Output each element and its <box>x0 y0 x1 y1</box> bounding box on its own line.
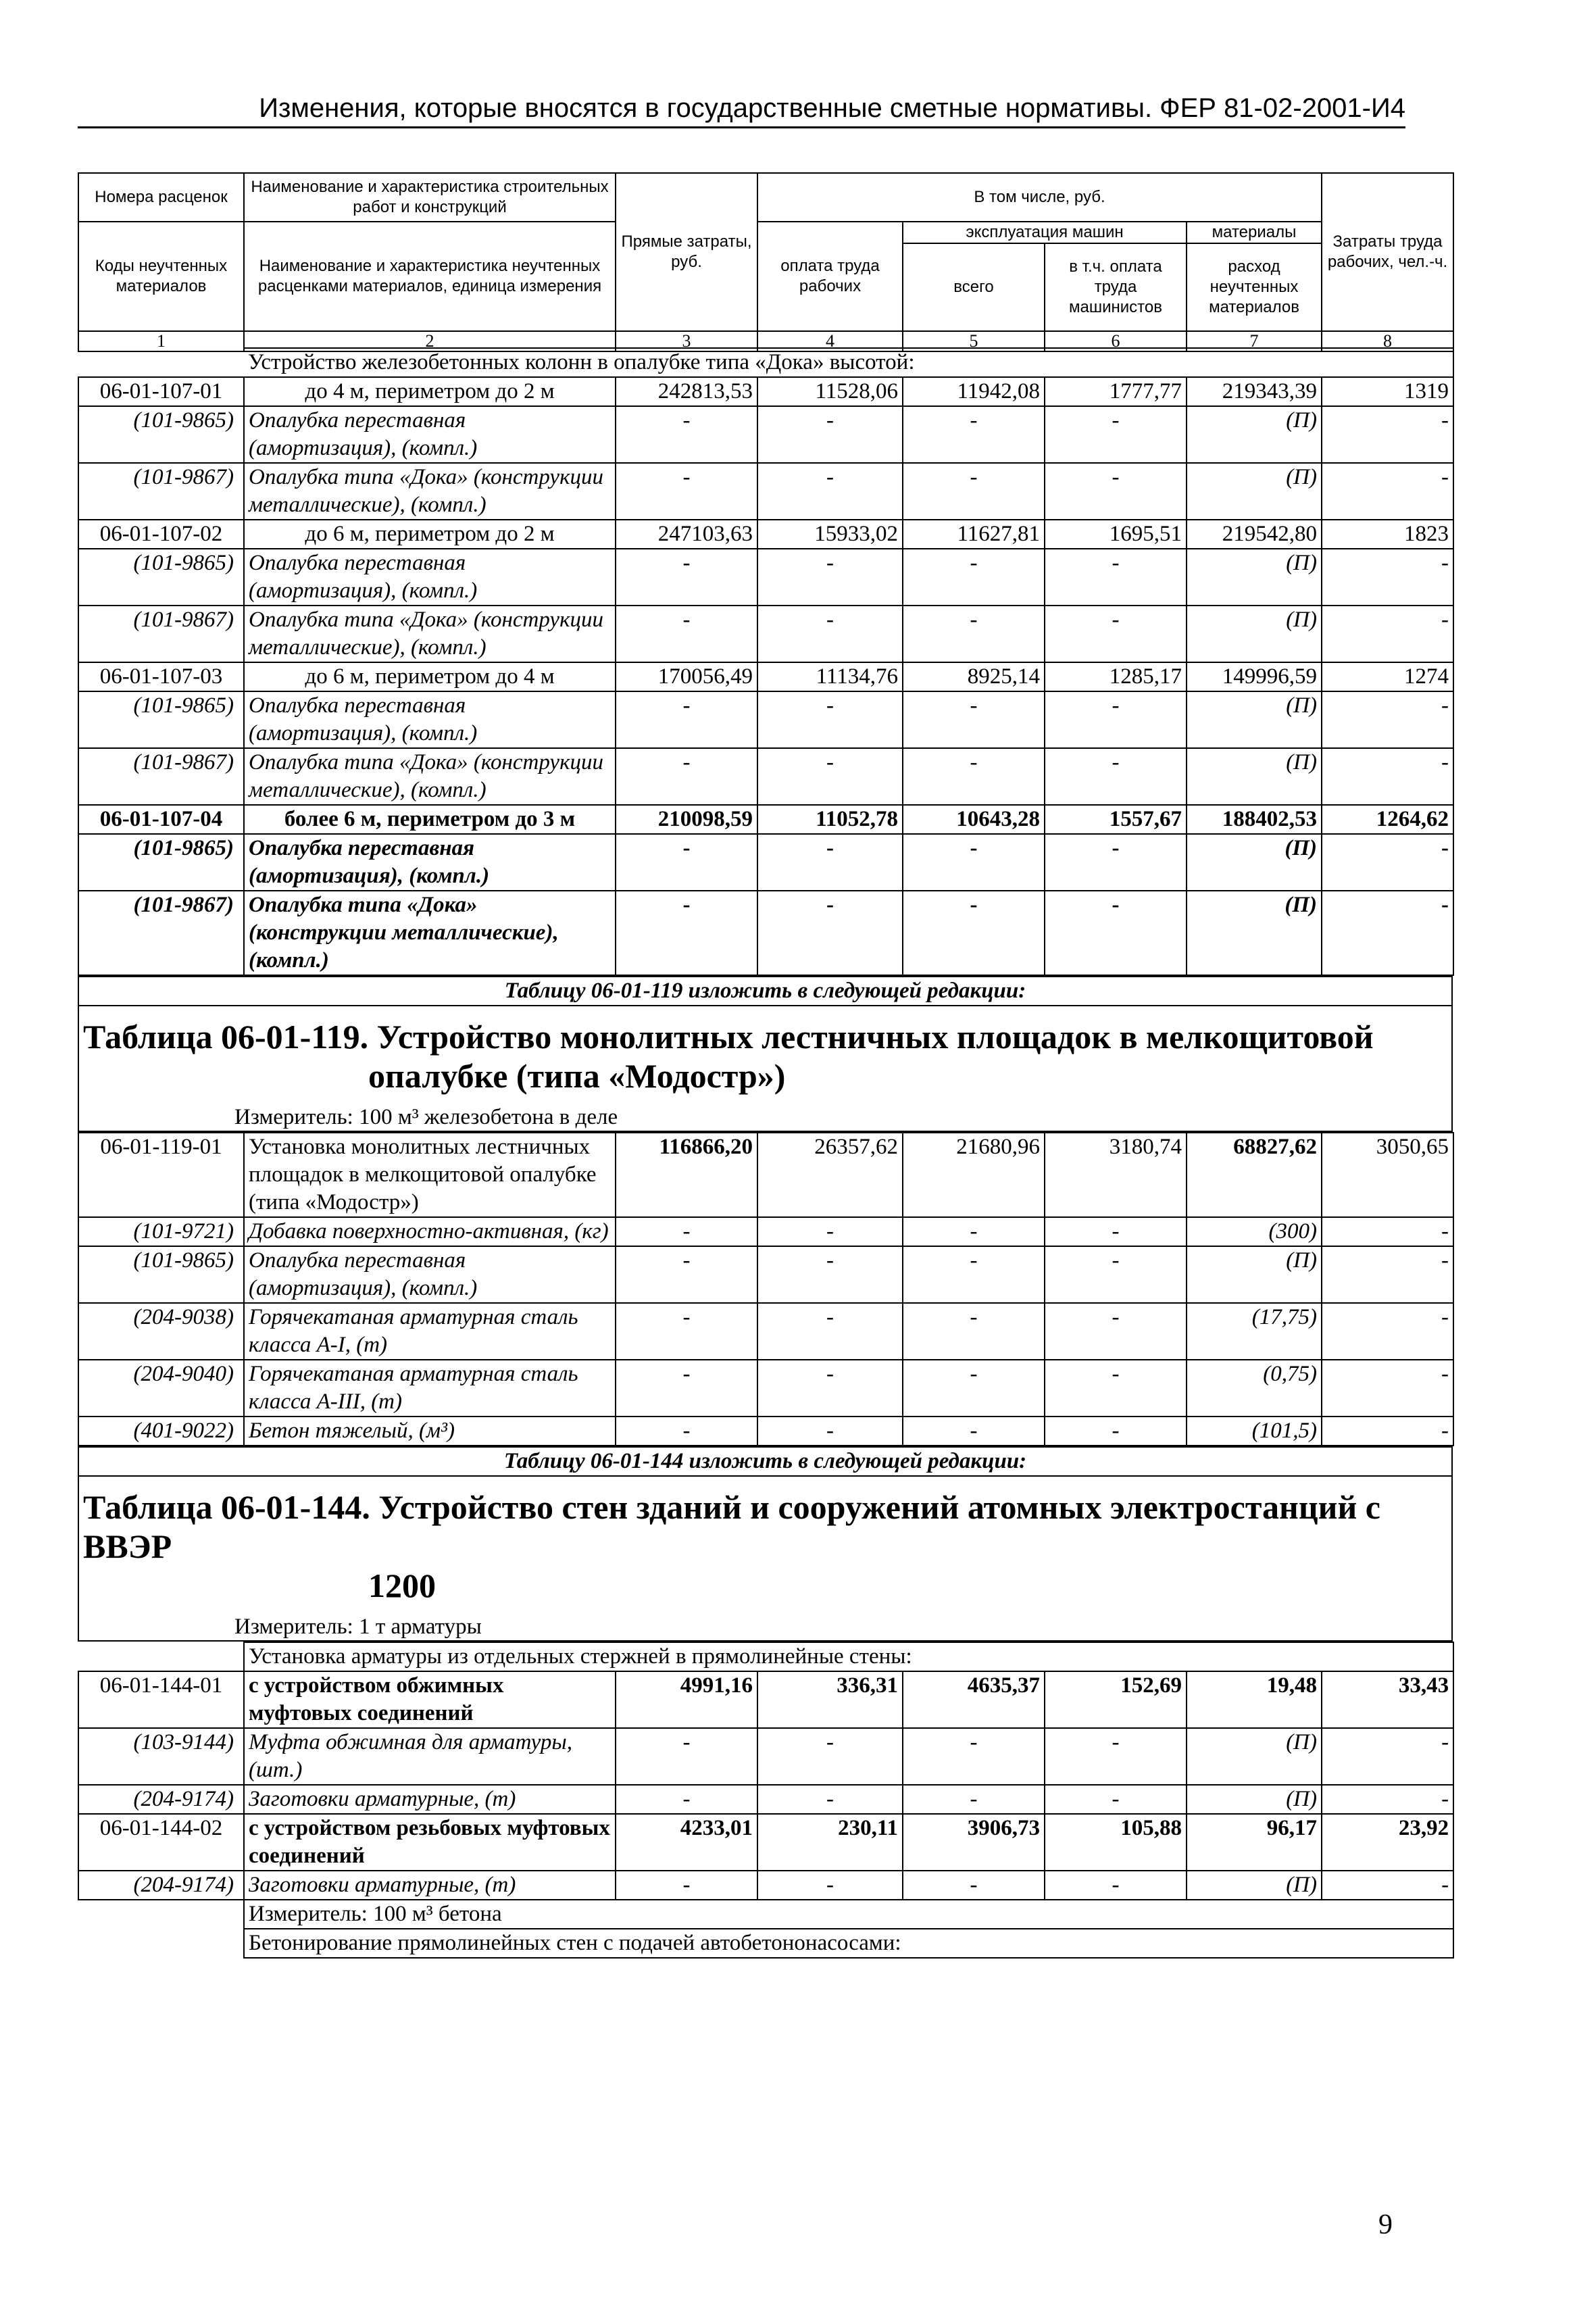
empty-value: - <box>903 1417 1045 1446</box>
rate-code: 06-01-144-01 <box>78 1671 244 1728</box>
material-code: (101-9721) <box>78 1217 244 1246</box>
col-including: В том числе, руб. <box>757 173 1322 222</box>
material-name: Добавка поверхностно-активная, (кг) <box>244 1217 616 1246</box>
material-consumption: (П) <box>1187 748 1322 805</box>
direct-costs: 210098,59 <box>616 805 757 834</box>
group-title: Установка арматуры из отдельных стержней в прямолинейные стены: <box>244 1642 1453 1671</box>
table-row <box>78 1814 1453 1871</box>
table-119-title <box>79 1006 1451 1104</box>
empty-value: - <box>757 606 903 662</box>
empty-value: - <box>616 1303 757 1360</box>
material-consumption: 19,48 <box>1187 1671 1322 1728</box>
empty-value: - <box>1322 1246 1453 1303</box>
empty-value: - <box>1322 1360 1453 1417</box>
material-name: Опалубка типа «Дока» (конструкции металлические), (компл.) <box>244 891 616 975</box>
empty-value: - <box>1045 891 1187 975</box>
direct-costs: 170056,49 <box>616 662 757 691</box>
empty-value: - <box>616 891 757 975</box>
material-consumption: (П) <box>1187 463 1322 520</box>
title-line: Таблица 06-01-144. Устройство стен зданий и сооружений атомных электростанций с ВВЭР <box>83 1488 1380 1565</box>
wages: 230,11 <box>757 1814 903 1871</box>
empty-value: - <box>616 1246 757 1303</box>
wages: 11134,76 <box>757 662 903 691</box>
table-header <box>78 172 1453 352</box>
rate-name: с устройством обжимных муфтовых соединений <box>244 1671 616 1728</box>
measure-row: Измеритель: 100 м³ бетона <box>244 1900 1453 1929</box>
material-consumption: (П) <box>1187 891 1322 975</box>
labor-hours: 3050,65 <box>1322 1133 1453 1217</box>
material-consumption: (П) <box>1187 1728 1322 1785</box>
empty-value: - <box>1045 834 1187 891</box>
page-number: 9 <box>1378 2209 1393 2240</box>
col-material-name: Наименование и характеристика неучтенных расценками материалов, единица измерения <box>244 222 616 331</box>
material-consumption: 219542,80 <box>1187 520 1322 549</box>
col-operators-wages: в т.ч. оплата труда машинистов <box>1045 243 1187 331</box>
material-code: (101-9867) <box>78 463 244 520</box>
material-row <box>78 1728 1453 1785</box>
empty-value: - <box>1322 1785 1453 1814</box>
material-row <box>78 406 1453 463</box>
material-consumption: (П) <box>1187 406 1322 463</box>
material-consumption: 96,17 <box>1187 1814 1322 1871</box>
machines-total: 21680,96 <box>903 1133 1045 1217</box>
machines-total: 10643,28 <box>903 805 1045 834</box>
empty-value: - <box>903 691 1045 748</box>
operators-wages: 3180,74 <box>1045 1133 1187 1217</box>
col-num: 2 <box>244 331 616 351</box>
table-144-measure: Измеритель: 1 т арматуры <box>234 1615 482 1639</box>
col-wages: оплата труда рабочих <box>757 222 903 331</box>
empty-value: - <box>616 1728 757 1785</box>
rate-code: 06-01-107-03 <box>78 662 244 691</box>
material-name: Опалубка переставная (амортизация), (компл.) <box>244 406 616 463</box>
material-row <box>78 748 1453 805</box>
col-num: 1 <box>78 331 244 351</box>
material-code: (101-9865) <box>78 549 244 606</box>
table-107-body <box>78 347 1453 1959</box>
empty-value: - <box>1322 1217 1453 1246</box>
material-name: Опалубка переставная (амортизация), (компл.) <box>244 1246 616 1303</box>
empty-value: - <box>1045 1728 1187 1785</box>
rate-code: 06-01-107-02 <box>78 520 244 549</box>
direct-costs: 247103,63 <box>616 520 757 549</box>
table-row <box>78 520 1453 549</box>
material-code: (204-9174) <box>78 1785 244 1814</box>
empty-value: - <box>616 1417 757 1446</box>
empty-value: - <box>616 1785 757 1814</box>
col-rate-numbers: Номера расценок <box>78 173 244 222</box>
material-consumption: (0,75) <box>1187 1360 1322 1417</box>
empty-value: - <box>616 463 757 520</box>
empty-value: - <box>903 1246 1045 1303</box>
material-name: Опалубка типа «Дока» (конструкции металлические), (компл.) <box>244 463 616 520</box>
col-num: 4 <box>757 331 903 351</box>
empty-value: - <box>1322 834 1453 891</box>
empty-value: - <box>757 748 903 805</box>
machines-total: 3906,73 <box>903 1814 1045 1871</box>
material-row <box>78 463 1453 520</box>
machines-total: 11942,08 <box>903 377 1045 406</box>
table-row <box>78 1133 1453 1217</box>
material-name: Опалубка переставная (амортизация), (компл.) <box>244 691 616 748</box>
empty-value: - <box>1322 1417 1453 1446</box>
empty-value: - <box>1045 1246 1187 1303</box>
material-row <box>78 1785 1453 1814</box>
empty-value: - <box>903 1303 1045 1360</box>
empty-value: - <box>757 1303 903 1360</box>
material-row <box>78 1871 1453 1900</box>
col-material-codes: Коды неучтенных материалов <box>78 222 244 331</box>
col-num: 5 <box>903 331 1045 351</box>
col-work-name: Наименование и характеристика строительных работ и конструкций <box>244 173 616 222</box>
operators-wages: 105,88 <box>1045 1814 1187 1871</box>
empty-value: - <box>757 691 903 748</box>
empty-value: - <box>1045 406 1187 463</box>
empty-value: - <box>1322 606 1453 662</box>
title-line: 1200 <box>368 1567 436 1604</box>
empty-value: - <box>1322 549 1453 606</box>
empty-value: - <box>616 606 757 662</box>
empty-value: - <box>903 549 1045 606</box>
empty-value: - <box>616 834 757 891</box>
material-name: Опалубка типа «Дока» (конструкции металлические), (компл.) <box>244 748 616 805</box>
material-row <box>78 891 1453 975</box>
material-name: Опалубка переставная (амортизация), (компл.) <box>244 834 616 891</box>
material-code: (101-9867) <box>78 891 244 975</box>
empty-value: - <box>1045 549 1187 606</box>
empty-value: - <box>1045 606 1187 662</box>
col-num: 7 <box>1187 331 1322 351</box>
wages: 26357,62 <box>757 1133 903 1217</box>
operators-wages: 1695,51 <box>1045 520 1187 549</box>
empty-value: - <box>616 1871 757 1900</box>
material-row <box>78 1246 1453 1303</box>
rate-code: 06-01-119-01 <box>78 1133 244 1217</box>
table-row <box>78 377 1453 406</box>
direct-costs: 242813,53 <box>616 377 757 406</box>
rate-name: до 6 м, периметром до 2 м <box>244 520 616 549</box>
empty-value: - <box>757 1785 903 1814</box>
empty-value: - <box>757 549 903 606</box>
empty-value: - <box>903 1871 1045 1900</box>
labor-hours: 33,43 <box>1322 1671 1453 1728</box>
operators-wages: 152,69 <box>1045 1671 1187 1728</box>
empty-value: - <box>757 1360 903 1417</box>
empty-value: - <box>757 1217 903 1246</box>
wages: 11052,78 <box>757 805 903 834</box>
col-machines: эксплуатация машин <box>903 222 1187 243</box>
empty-value: - <box>616 748 757 805</box>
empty-value: - <box>757 406 903 463</box>
col-labor: Затраты труда рабочих, чел.-ч. <box>1322 173 1453 331</box>
material-row <box>78 1360 1453 1417</box>
material-row <box>78 691 1453 748</box>
empty-value: - <box>1045 1417 1187 1446</box>
material-consumption: 149996,59 <box>1187 662 1322 691</box>
empty-value: - <box>1045 1785 1187 1814</box>
material-consumption: 219343,39 <box>1187 377 1322 406</box>
col-num: 8 <box>1322 331 1453 351</box>
material-name: Горячекатаная арматурная сталь класса А-I, (т) <box>244 1303 616 1360</box>
empty-value: - <box>616 1360 757 1417</box>
rate-code: 06-01-107-01 <box>78 377 244 406</box>
empty-value: - <box>1045 463 1187 520</box>
empty-value: - <box>757 1871 903 1900</box>
material-consumption: 68827,62 <box>1187 1133 1322 1217</box>
empty-value: - <box>1322 1871 1453 1900</box>
empty-value: - <box>903 1360 1045 1417</box>
table-144-title <box>79 1477 1451 1613</box>
empty-value: - <box>903 891 1045 975</box>
note-table-144: Таблицу 06-01-144 изложить в следующей редакции: <box>78 1447 1452 1476</box>
wages: 15933,02 <box>757 520 903 549</box>
empty-value: - <box>1322 891 1453 975</box>
wages: 11528,06 <box>757 377 903 406</box>
empty-value: - <box>616 1217 757 1246</box>
empty-value: - <box>903 1785 1045 1814</box>
material-code: (204-9174) <box>78 1871 244 1900</box>
empty-value: - <box>1045 1360 1187 1417</box>
material-consumption: (101,5) <box>1187 1417 1322 1446</box>
material-row <box>78 834 1453 891</box>
material-code: (101-9865) <box>78 834 244 891</box>
col-num: 3 <box>616 331 757 351</box>
material-consumption: (П) <box>1187 606 1322 662</box>
empty-value: - <box>1322 463 1453 520</box>
material-row <box>78 549 1453 606</box>
material-consumption: (П) <box>1187 1246 1322 1303</box>
empty-value: - <box>1322 691 1453 748</box>
rate-code: 06-01-107-04 <box>78 805 244 834</box>
operators-wages: 1777,77 <box>1045 377 1187 406</box>
material-name: Муфта обжимная для арматуры, (шт.) <box>244 1728 616 1785</box>
empty-value: - <box>757 463 903 520</box>
title-line: опалубке (типа «Модостр») <box>368 1057 786 1095</box>
empty-value: - <box>903 1217 1045 1246</box>
rate-name: с устройством резьбовых муфтовых соединений <box>244 1814 616 1871</box>
material-consumption: (П) <box>1187 1785 1322 1814</box>
col-materials: материалы <box>1187 222 1322 243</box>
direct-costs: 116866,20 <box>616 1133 757 1217</box>
table-row <box>78 662 1453 691</box>
material-consumption: 188402,53 <box>1187 805 1322 834</box>
empty-value: - <box>1045 1303 1187 1360</box>
group-title: Устройство железобетонных колонн в опалубке типа «Дока» высотой: <box>244 348 1453 377</box>
material-consumption: (17,75) <box>1187 1303 1322 1360</box>
material-consumption: (П) <box>1187 549 1322 606</box>
material-consumption: (300) <box>1187 1217 1322 1246</box>
empty-value: - <box>757 1417 903 1446</box>
empty-value: - <box>1322 1303 1453 1360</box>
material-row <box>78 606 1453 662</box>
material-code: (401-9022) <box>78 1417 244 1446</box>
material-code: (101-9867) <box>78 748 244 805</box>
rate-name: более 6 м, периметром до 3 м <box>244 805 616 834</box>
empty-value: - <box>757 1246 903 1303</box>
wages: 336,31 <box>757 1671 903 1728</box>
title-line: Таблица 06-01-119. Устройство монолитных лестничных площадок в мелкощитовой <box>83 1018 1374 1056</box>
table-119-measure: Измеритель: 100 м³ железобетона в деле <box>234 1105 618 1129</box>
material-code: (101-9865) <box>78 1246 244 1303</box>
material-row <box>78 1303 1453 1360</box>
table-row <box>78 1671 1453 1728</box>
operators-wages: 1557,67 <box>1045 805 1187 834</box>
rate-name: до 6 м, периметром до 4 м <box>244 662 616 691</box>
direct-costs: 4991,16 <box>616 1671 757 1728</box>
col-direct-costs: Прямые затраты, руб. <box>616 173 757 331</box>
material-consumption: (П) <box>1187 691 1322 748</box>
direct-costs: 4233,01 <box>616 1814 757 1871</box>
material-row <box>78 1417 1453 1446</box>
material-name: Опалубка типа «Дока» (конструкции металлические), (компл.) <box>244 606 616 662</box>
machines-total: 8925,14 <box>903 662 1045 691</box>
labor-hours: 1274 <box>1322 662 1453 691</box>
material-name: Опалубка переставная (амортизация), (компл.) <box>244 549 616 606</box>
note-table-119: Таблицу 06-01-119 изложить в следующей редакции: <box>78 977 1452 1006</box>
col-machines-total: всего <box>903 243 1045 331</box>
empty-value: - <box>616 691 757 748</box>
page-header: Изменения, которые вносятся в государственные сметные нормативы. ФЕР 81-02-2001-И4 <box>78 93 1405 128</box>
empty-value: - <box>903 606 1045 662</box>
material-code: (103-9144) <box>78 1728 244 1785</box>
material-row <box>78 1217 1453 1246</box>
material-consumption: (П) <box>1187 1871 1322 1900</box>
empty-value: - <box>903 834 1045 891</box>
rate-name: Установка монолитных лестничных площадок в мелкощитовой опалубке (типа «Модостр») <box>244 1133 616 1217</box>
empty-value: - <box>616 549 757 606</box>
empty-value: - <box>757 834 903 891</box>
material-name: Заготовки арматурные, (т) <box>244 1871 616 1900</box>
empty-value: - <box>757 891 903 975</box>
labor-hours: 23,92 <box>1322 1814 1453 1871</box>
empty-value: - <box>1322 406 1453 463</box>
labor-hours: 1264,62 <box>1322 805 1453 834</box>
material-code: (204-9038) <box>78 1303 244 1360</box>
material-name: Заготовки арматурные, (т) <box>244 1785 616 1814</box>
rate-code: 06-01-144-02 <box>78 1814 244 1871</box>
empty-value: - <box>903 406 1045 463</box>
labor-hours: 1823 <box>1322 520 1453 549</box>
empty-value: - <box>903 748 1045 805</box>
col-material-consumption: расход неучтенных материалов <box>1187 243 1322 331</box>
empty-value: - <box>1322 748 1453 805</box>
material-name: Бетон тяжелый, (м³) <box>244 1417 616 1446</box>
material-name: Горячекатаная арматурная сталь класса А-III, (т) <box>244 1360 616 1417</box>
machines-total: 4635,37 <box>903 1671 1045 1728</box>
empty-value: - <box>1045 691 1187 748</box>
table-row <box>78 805 1453 834</box>
empty-value: - <box>1045 1217 1187 1246</box>
group-title: Бетонирование прямолинейных стен с подачей автобетононасосами: <box>244 1929 1453 1958</box>
col-num: 6 <box>1045 331 1187 351</box>
material-consumption: (П) <box>1187 834 1322 891</box>
rate-name: до 4 м, периметром до 2 м <box>244 377 616 406</box>
empty-value: - <box>757 1728 903 1785</box>
empty-value: - <box>1045 1871 1187 1900</box>
material-code: (101-9865) <box>78 406 244 463</box>
machines-total: 11627,81 <box>903 520 1045 549</box>
material-code: (204-9040) <box>78 1360 244 1417</box>
operators-wages: 1285,17 <box>1045 662 1187 691</box>
empty-value: - <box>903 1728 1045 1785</box>
material-code: (101-9865) <box>78 691 244 748</box>
material-code: (101-9867) <box>78 606 244 662</box>
empty-value: - <box>1045 748 1187 805</box>
empty-value: - <box>1322 1728 1453 1785</box>
empty-value: - <box>903 463 1045 520</box>
labor-hours: 1319 <box>1322 377 1453 406</box>
empty-value: - <box>616 406 757 463</box>
